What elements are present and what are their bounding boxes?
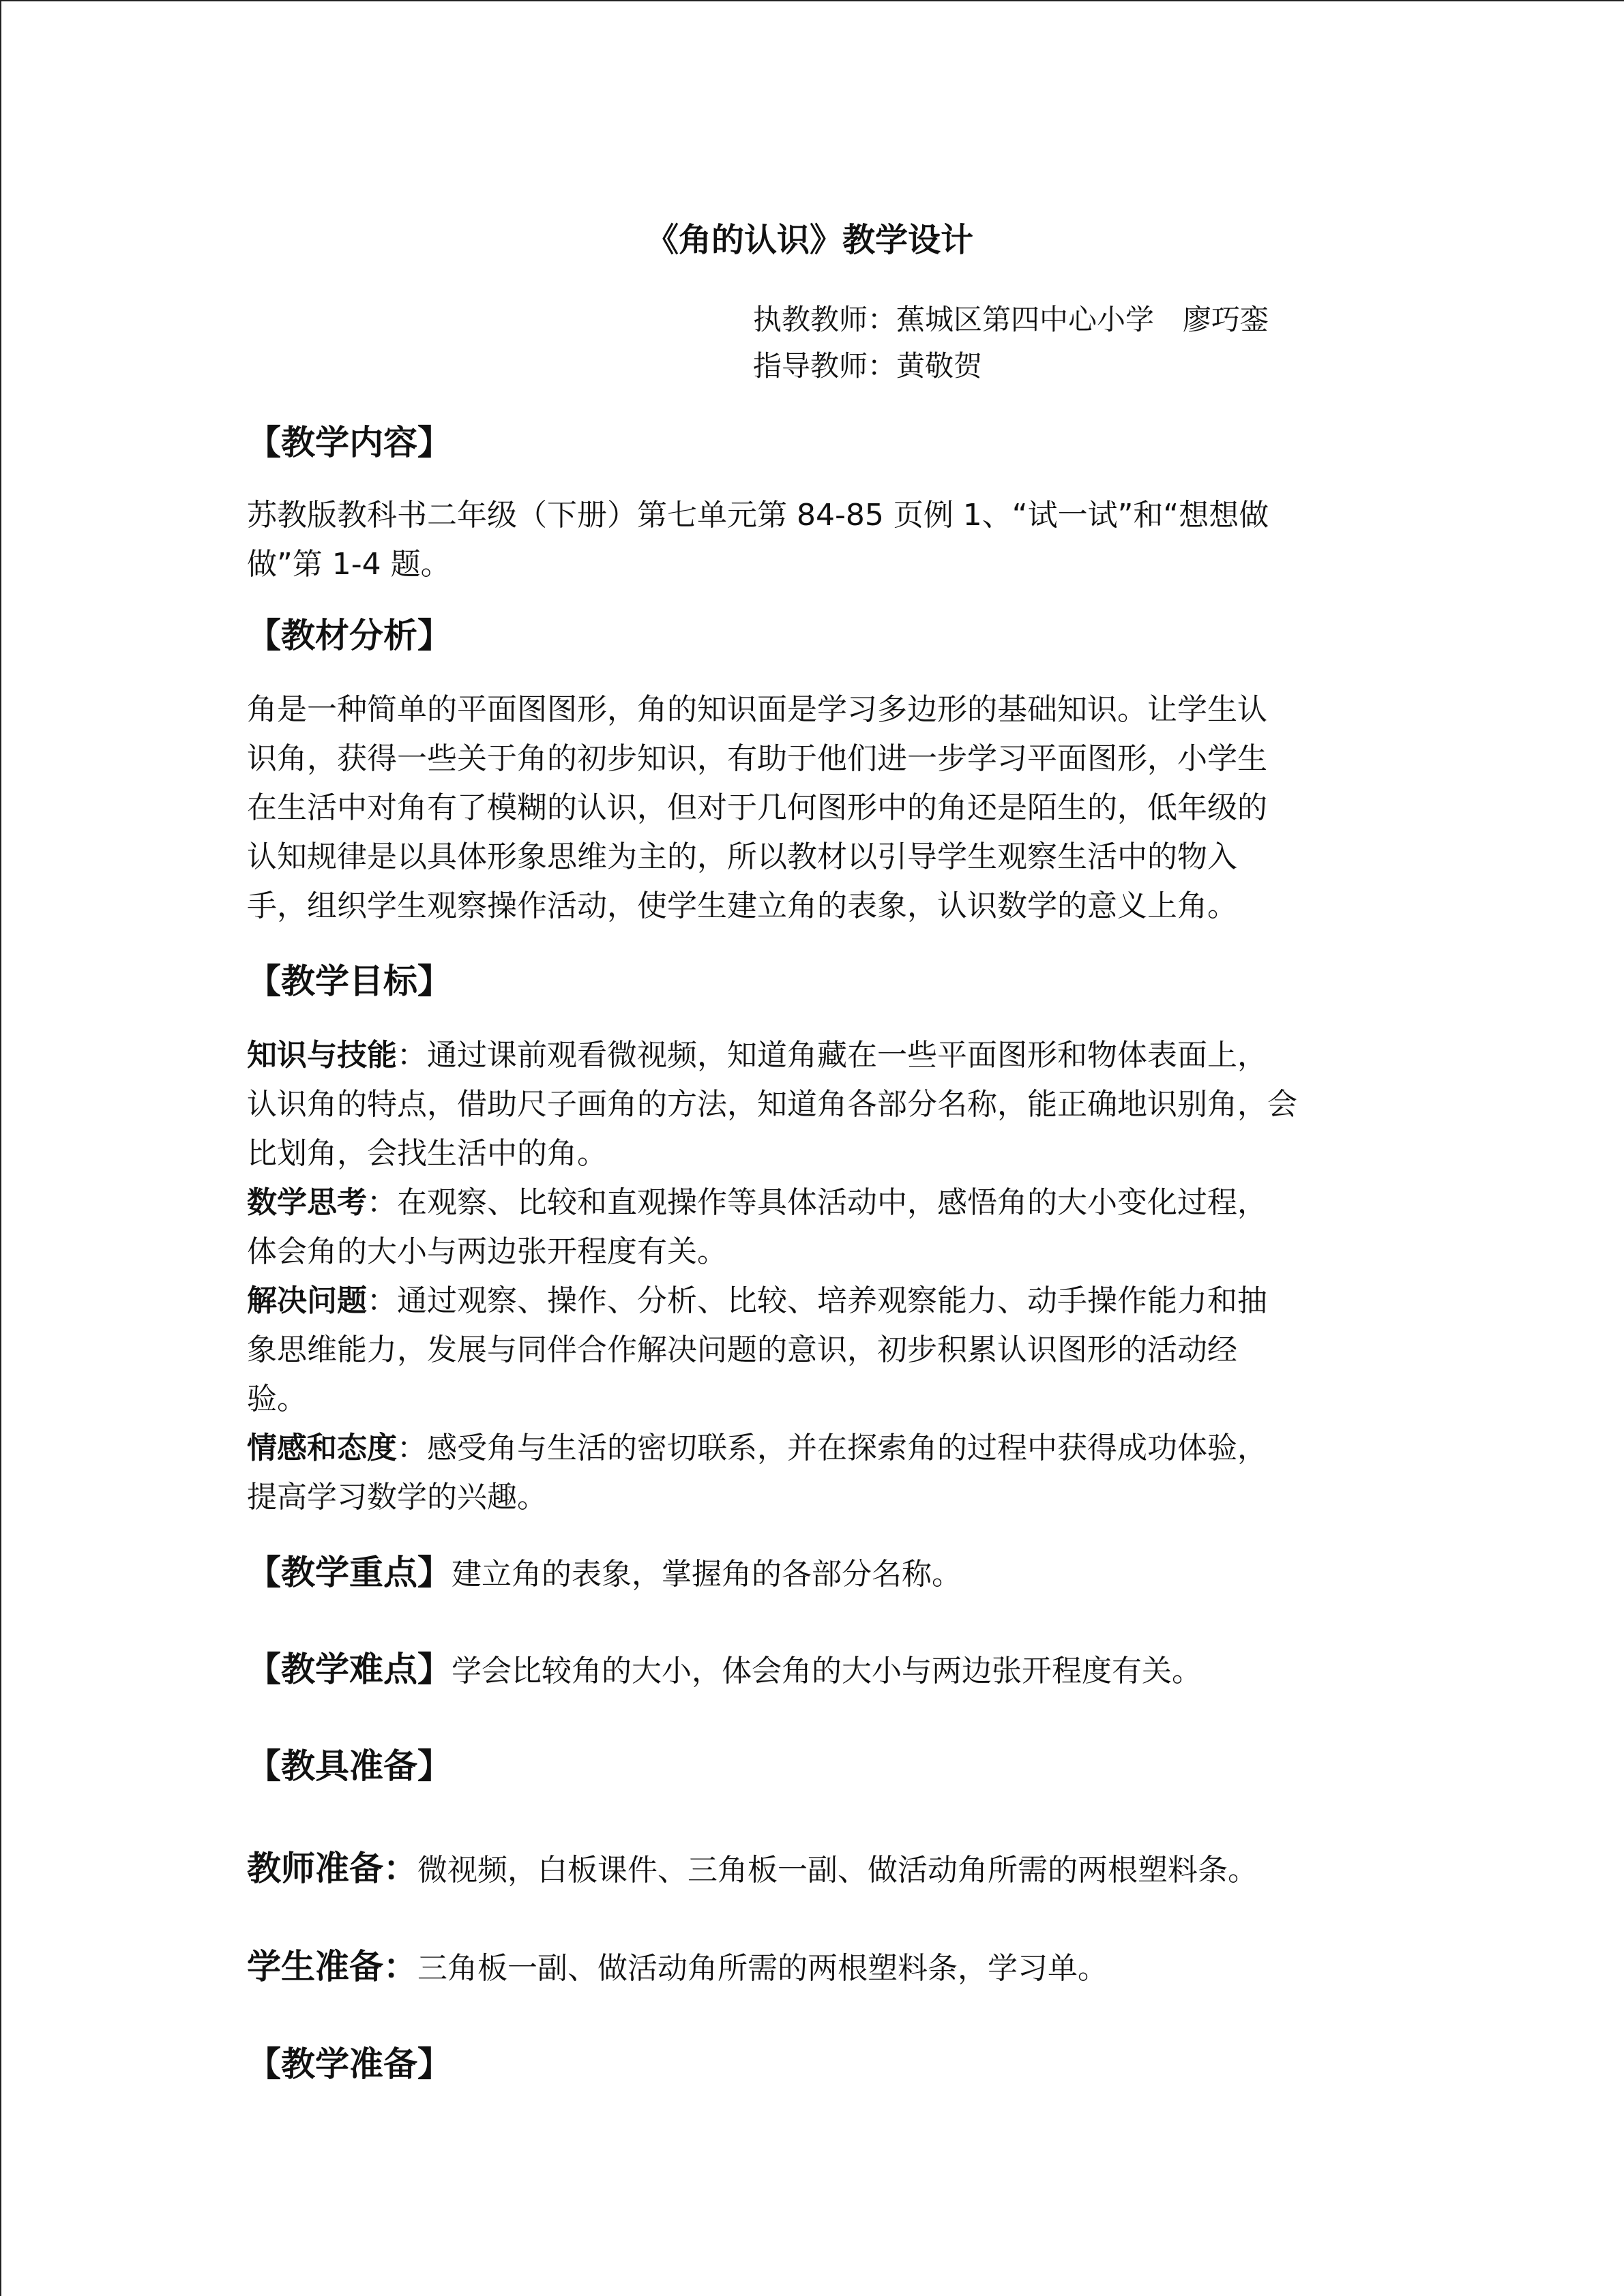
key-point-text: 建立角的表象，掌握角的各部分名称。	[452, 1557, 962, 1592]
section-heading-content: 【教学内容】	[247, 423, 452, 462]
document-title: 《角的认识》教学设计	[645, 221, 973, 259]
difficulty-row	[247, 1648, 1202, 1699]
objective-problem-line	[247, 1277, 1372, 1326]
student-prep-row	[247, 1945, 1108, 1997]
section-heading-analysis: 【教材分析】	[247, 616, 452, 655]
advisor-line: 指导教师：黄敬贺	[753, 349, 983, 383]
analysis-paragraph	[247, 685, 1372, 931]
analysis-line: 认知规律是以具体形象思维为主的，所以教材以引导学生观察生活中的物入	[247, 839, 1237, 874]
objective-knowledge-text: ：通过课前观看微视频，知道角藏在一些平面图形和物体表面上，	[397, 1038, 1267, 1073]
objective-thinking-line	[247, 1178, 1372, 1227]
objectives-block	[247, 1031, 1372, 1522]
difficulty-text: 学会比较角的大小，体会角的大小与两边张开程度有关。	[452, 1654, 1202, 1688]
objective-knowledge-line	[247, 1031, 1372, 1080]
objective-emotion-line	[247, 1424, 1372, 1473]
teacher-prep-label: 教师准备：	[247, 1849, 417, 1888]
section-heading-difficulty: 【教学难点】	[247, 1650, 452, 1689]
section-heading-prep: 【教学准备】	[247, 2044, 452, 2084]
student-prep-label: 学生准备：	[247, 1947, 417, 1986]
content-line: 做”第 1-4 题。	[247, 547, 451, 582]
objective-problem-text: ：通过观察、操作、分析、比较、培养观察能力、动手操作能力和抽	[367, 1283, 1267, 1318]
key-point-row	[247, 1551, 962, 1602]
analysis-line: 手，组织学生观察操作活动，使学生建立角的表象，认识数学的意义上角。	[247, 889, 1237, 923]
objective-thinking-line: 体会角的大小与两边张开程度有关。	[247, 1234, 727, 1269]
objective-problem-label: 解决问题	[247, 1283, 367, 1318]
objective-thinking-text: ：在观察、比较和直观操作等具体活动中，感悟角的大小变化过程，	[367, 1185, 1267, 1220]
analysis-line: 识角，获得一些关于角的初步知识，有助于他们进一步学习平面图形，小学生	[247, 741, 1267, 776]
objective-problem-line: 验。	[247, 1382, 307, 1416]
objective-knowledge-line: 认识角的特点，借助尺子画角的方法，知道角各部分名称，能正确地识别角，会	[247, 1087, 1297, 1122]
student-prep-text: 三角板一副、做活动角所需的两根塑料条，学习单。	[417, 1951, 1108, 1986]
objective-problem-line: 象思维能力，发展与同伴合作解决问题的意识，初步积累认识图形的活动经	[247, 1332, 1237, 1367]
objective-emotion-label: 情感和态度	[247, 1431, 397, 1465]
section-heading-objectives: 【教学目标】	[247, 961, 452, 1001]
analysis-line: 在生活中对角有了模糊的认识，但对于几何图形中的角还是陌生的，低年级的	[247, 790, 1267, 825]
objective-knowledge-label: 知识与技能	[247, 1038, 397, 1073]
objective-thinking-label: 数学思考	[247, 1185, 367, 1220]
teacher-prep-row	[247, 1847, 1258, 1898]
section-heading-key-point: 【教学重点】	[247, 1553, 452, 1592]
section-heading-tools: 【教具准备】	[247, 1746, 452, 1786]
objective-emotion-line: 提高学习数学的兴趣。	[247, 1480, 547, 1515]
teacher-prep-text: 微视频，白板课件、三角板一副、做活动角所需的两根塑料条。	[417, 1853, 1258, 1888]
content-line: 苏教版教科书二年级（下册）第七单元第 84-85 页例 1、“试一试”和“想想做	[247, 498, 1269, 533]
analysis-line: 角是一种简单的平面图图形，角的知识面是学习多边形的基础知识。让学生认	[247, 692, 1267, 727]
teacher-line: 执教教师：蕉城区第四中心小学 廖巧銮	[753, 303, 1269, 336]
content-paragraph	[247, 491, 1372, 589]
objective-knowledge-line: 比划角，会找生活中的角。	[247, 1136, 607, 1171]
objective-emotion-text: ：感受角与生活的密切联系，并在探索角的过程中获得成功体验，	[397, 1431, 1267, 1465]
